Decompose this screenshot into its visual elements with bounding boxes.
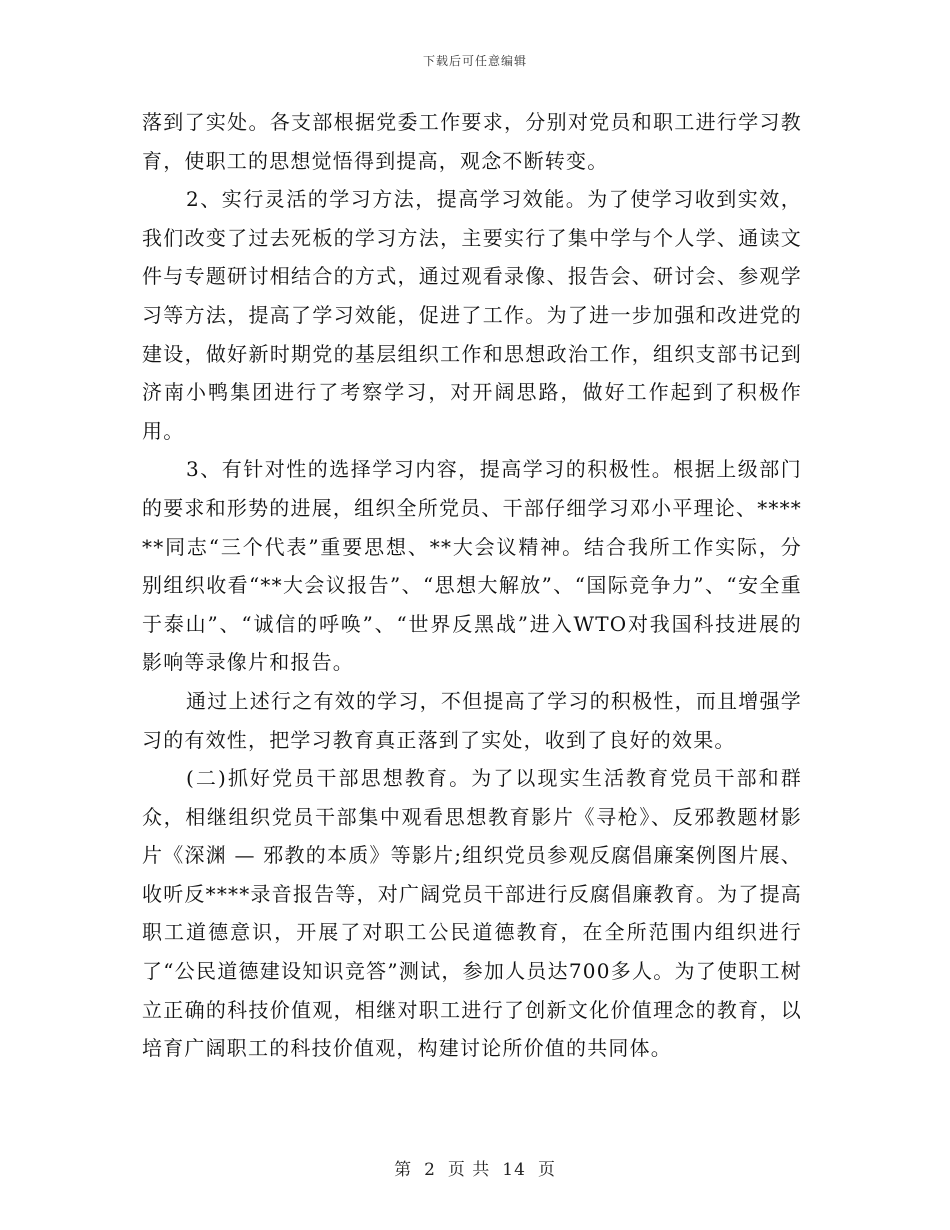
footer-middle: 页 共 [447,1160,491,1180]
page-header: 下载后可任意编辑 [422,54,527,68]
paragraph-summary: 通过上述行之有效的学习，不但提高了学习的积极性，而且增强学习的有效性，把学习教育真正落到了实处，收到了良好的效果。 [142,688,802,752]
document-body [142,103,802,1068]
paragraph-ideological-education: (二)抓好党员干部思想教育。为了以现实生活教育党员干部和群众，相继组织党员干部集中观看思想教育影片《寻枪》、反邪教题材影片《深渊 — 邪教的本质》等影片;组织党员参观反腐倡廉案例图片展、收听反****录音报告等，对广阔党员干部进行反腐倡廉教育。为了提高职工道德意识，开展了对职工公民道德教育，在全所范围内组织进行了“公民道德建设知识竞答”测试，参加人员达700多人。为了使职工树立正确的科技价值观，相继对职工进行了创新文化价值理念的教育，以培育广阔职工的科技价值观，构建讨论所价值的共同体。 [142,766,802,1061]
paragraph-study-method: 2、实行灵活的学习方法，提高学习效能。为了使学习收到实效，我们改变了过去死板的学习方法，主要实行了集中学与个人学、通读文件与专题研讨相结合的方式，通过观看录像、报告会、研讨会、参观学习等方法，提高了学习效能，促进了工作。为了进一步加强和改进党的建设，做好新时期党的基层组织工作和思想政治工作，组织支部书记到济南小鸭集团进行了考察学习，对开阔思路，做好工作起到了积极作用。 [142,187,802,443]
footer-page-number: 2 [424,1160,436,1180]
footer-prefix: 第 [394,1160,413,1180]
footer-suffix: 页 [537,1160,556,1180]
footer-total-pages: 14 [502,1160,526,1180]
paragraph-study-content: 3、有针对性的选择学习内容，提高学习的积极性。根据上级部门的要求和形势的进展，组织全所党员、干部仔细学习邓小平理论、******同志“三个代表”重要思想、**大会议精神。结合我所工作实际，分别组织收看“**大会议报告”、“思想大解放”、“国际竞争力”、“安全重于泰山”、“诚信的呼唤”、“世界反黑战”进入WTO对我国科技进展的影响等录像片和报告。 [142,457,802,675]
page-footer [0,1155,950,1180]
paragraph-continuation: 落到了实处。各支部根据党委工作要求，分别对党员和职工进行学习教育，使职工的思想觉悟得到提高，观念不断转变。 [142,110,802,173]
